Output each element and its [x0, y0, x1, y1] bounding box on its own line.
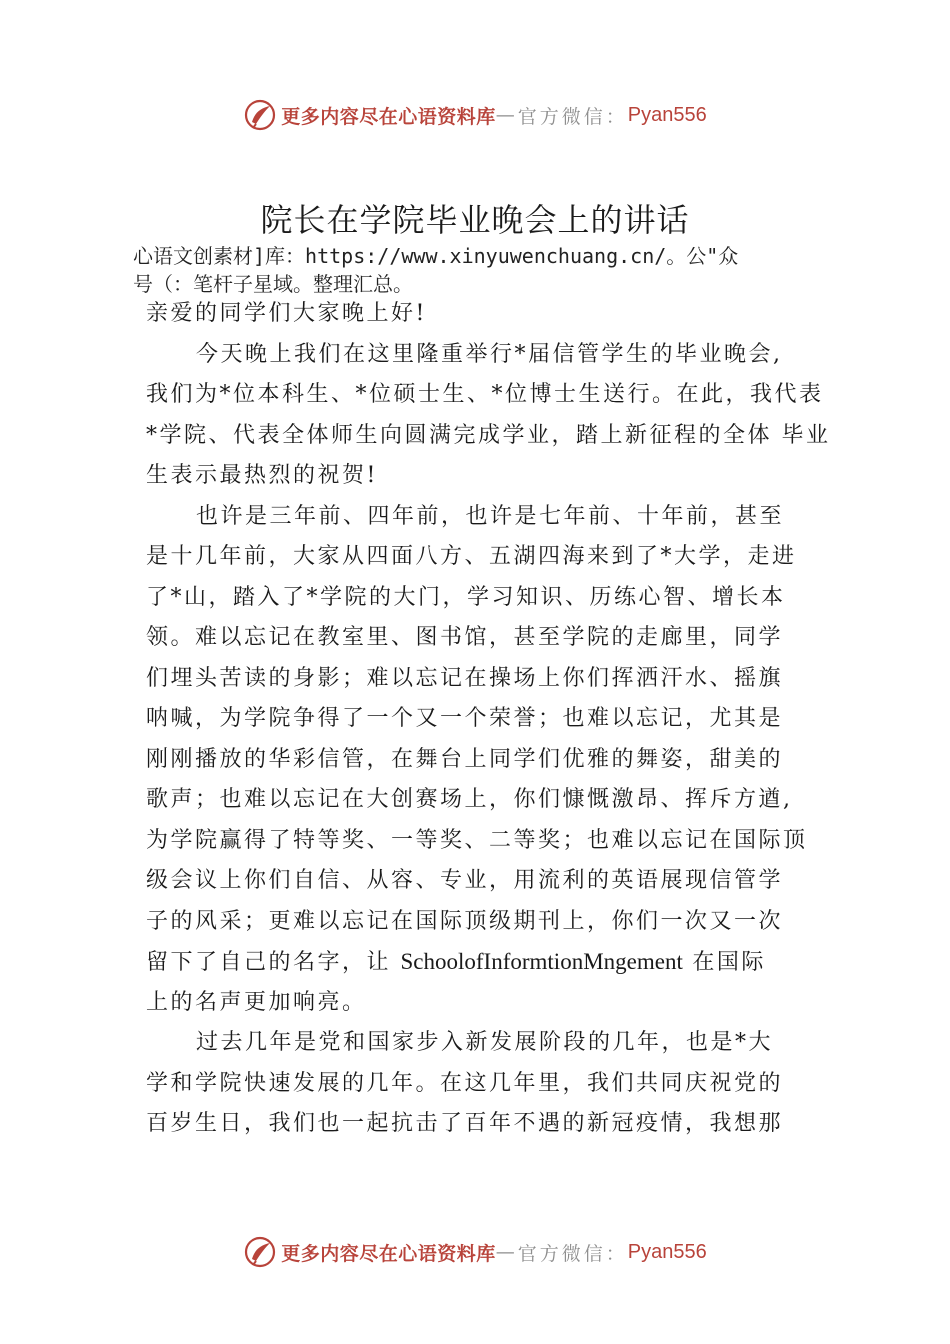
banner-wechat-id: Pyan556 — [627, 103, 707, 126]
banner-text: 更多内容尽在心语资料库 — [281, 1242, 496, 1265]
p2-line: 歌声；也难以忘记在大创赛场上，你们慷慨激昂、挥斥方遒, — [146, 787, 793, 812]
brand-logo-icon — [243, 1235, 277, 1269]
banner-wechat-label: 官方微信： — [517, 1242, 628, 1265]
banner-text: 更多内容尽在心语资料库 — [281, 105, 496, 128]
school-name: SchoolofInformtionMngement — [400, 949, 683, 974]
p2-line: 刚刚播放的华彩信管，在舞台上同学们优雅的舞姿，甜美的 — [146, 746, 784, 772]
p2-line: 为学院赢得了特等奖、一等奖、二等奖；也难以忘记在国际顶 — [146, 827, 808, 853]
footer-banner — [0, 1232, 950, 1272]
p2-line: 级会议上你们自信、从容、专业，用流利的英语展现信管学 — [146, 868, 784, 893]
p1-line: 生表示最热烈的祝贺! — [146, 463, 378, 488]
banner-dash: — — [495, 104, 518, 126]
p2-line: 也许是三年前、四年前，也许是七年前、十年前，甚至 — [196, 503, 785, 529]
p2-line: 了*山，踏入了*学院的大门，学习知识、历练心智、增长本 — [146, 584, 786, 610]
p2-line: 子的风采；更难以忘记在国际顶级期刊上，你们一次又一次 — [146, 908, 784, 934]
document-body — [146, 294, 846, 1145]
source-line-1: 心语文创素材]库：https://www.xinyuwenchuang.cn/。公"众 — [133, 244, 739, 268]
header-banner — [0, 95, 950, 135]
document-title: 院长在学院毕业晚会上的讲话 — [260, 201, 690, 239]
brand-logo-icon — [243, 98, 277, 132]
banner-wechat-label: 官方微信： — [517, 105, 628, 128]
p2-line: 是十几年前，大家从四面八方、五湖四海来到了*大学，走进 — [146, 544, 797, 569]
p2-line-mixed — [146, 942, 846, 983]
p1-line: *学院、代表全体师生向圆满完成学业，踏上新征程的全体 毕业 — [146, 422, 831, 448]
p3-line: 百岁生日，我们也一起抗击了百年不遇的新冠疫情，我想那 — [146, 1111, 784, 1136]
p1-line: 今天晚上我们在这里隆重举行*届信管学生的毕业晚会, — [196, 341, 783, 367]
p2-line: 上的名声更加响亮。 — [146, 989, 367, 1015]
p2-line: 呐喊，为学院争得了一个又一个荣誉；也难以忘记，尤其是 — [146, 706, 784, 731]
banner-wechat-id: Pyan556 — [627, 1240, 707, 1263]
p1-line: 我们为*位本科生、*位硕士生、*位博士生送行。在此，我代表 — [146, 382, 824, 407]
source-note — [133, 242, 833, 298]
p2-line: 们埋头苦读的身影；难以忘记在操场上你们挥洒汗水、摇旗 — [146, 665, 784, 691]
source-line-2: 号（：笔杆子星域。整理汇总。 — [133, 272, 413, 296]
p3-line: 学和学院快速发展的几年。在这几年里，我们共同庆祝党的 — [146, 1070, 784, 1096]
greeting: 亲爱的同学们大家晚上好! — [146, 301, 427, 326]
p3-line: 过去几年是党和国家步入新发展阶段的几年，也是*大 — [196, 1030, 774, 1055]
p2-text: 留下了自己的名字，让 — [146, 950, 401, 975]
banner-dash: — — [495, 1241, 518, 1263]
p2-line: 领。难以忘记在教室里、图书馆，甚至学院的走廊里，同学 — [146, 625, 784, 650]
p2-text: 在国际 — [682, 950, 766, 975]
